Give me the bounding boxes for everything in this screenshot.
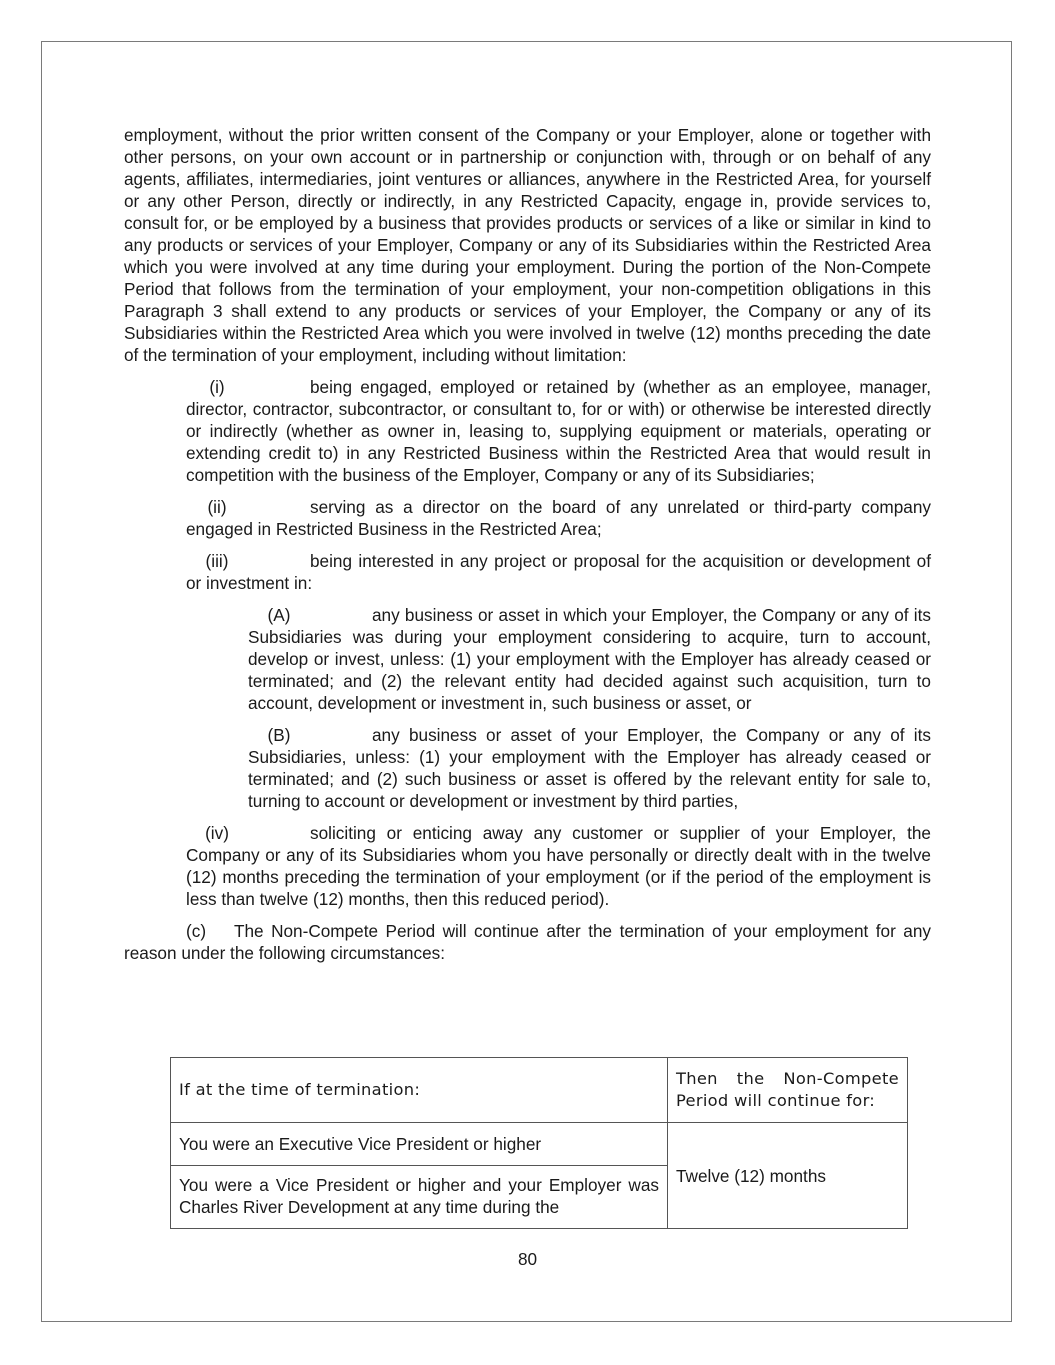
- table-merged-right: Twelve (12) months: [668, 1123, 908, 1229]
- clause-ii-text: serving as a director on the board of any unrelated or third-party company engaged in Restricted Business in the Restricted Area;: [186, 497, 931, 539]
- table-header-left: If at the time of termination:: [171, 1058, 668, 1123]
- clause-iv-text: soliciting or enticing away any customer or supplier of your Employer, the Company or any of its Subsidiaries whom you have personally or directly dealt with in the twelve (12) months preceding the termination of your employment (or if the period of the employment is less than twelve (12) months, then this reduced period).: [186, 823, 931, 909]
- table-header-right: Then the Non-Compete Period will continue for:: [668, 1058, 908, 1123]
- page-number: 80: [517, 1249, 538, 1269]
- clause-i-label: (i): [209, 377, 225, 397]
- subclause-a-text: any business or asset in which your Employer, the Company or any of its Subsidiaries was during your employment considering to acquire, turn to account, develop or invest, unless: (1) your employment with the Employer has already ceased or terminated; and (2) the relevant entity had decided against such acquisition, turn to account, development or investment in, such business or asset, or: [248, 605, 931, 713]
- clause-iv-label: (iv): [205, 823, 229, 843]
- subclause-b-text: any business or asset of your Employer, the Company or any of its Subsidiaries, unless: (1) your employment with the Employer has already ceased or terminated; and (2) such business or asset is offered by the relevant entity for sale to, turning to account or development or investment by third parties,: [248, 725, 931, 811]
- clause-iii-text: being interested in any project or proposal for the acquisition or development of or investment in:: [186, 551, 931, 593]
- clause-ii-label: (ii): [207, 497, 227, 517]
- clause-iii-label: (iii): [205, 551, 229, 571]
- document-body: [124, 124, 931, 964]
- clause-iv: [186, 822, 931, 910]
- subclause-b-label: (B): [267, 725, 291, 745]
- termination-table: [170, 1057, 908, 1229]
- subclause-a: [248, 604, 931, 714]
- clause-i-text: being engaged, employed or retained by (whether as an employee, manager, director, contractor, subcontractor, or consultant to, for or with) or otherwise be interested directly or indirectly (whether as owner in, leasing to, supplying equipment or materials, operating or extending credit to) in any Restricted Business within the Restricted Area that would result in competition with the business of the Employer, Company or any of its Subsidiaries;: [186, 377, 931, 485]
- subclause-b: [248, 724, 931, 812]
- table-row: [171, 1123, 908, 1166]
- clause-ii: [186, 496, 931, 540]
- table-row-2-left: You were a Vice President or higher and your Employer was Charles River Development at any time during the: [179, 1175, 659, 1217]
- clause-iii: [186, 550, 931, 594]
- table-header-row: [171, 1058, 908, 1123]
- table-row-1-left: You were an Executive Vice President or higher: [171, 1123, 668, 1166]
- paragraph-c-text: The Non-Compete Period will continue after the termination of your employment for any reason under the following circumstances:: [124, 921, 931, 963]
- intro-paragraph: employment, without the prior written consent of the Company or your Employer, alone or together with other persons, on your own account or in partnership or conjunction with, through or on behalf of any agents, affiliates, intermediaries, joint ventures or alliances, anywhere in the Restricted Area, for yourself or any other Person, directly or indirectly, in any Restricted Capacity, engage in, provide services to, consult for, or be employed by a business that provides products or services of a like or similar in kind to any products or services of your Employer, Company or any of its Subsidiaries within the Restricted Area which you were involved at any time during your employment. During the portion of the Non-Compete Period that follows from the termination of your employment, your non-competition obligations in this Paragraph 3 shall extend to any products or services of your Employer, the Company or any of its Subsidiaries within the Restricted Area which you were involved in twelve (12) months preceding the date of the termination of your employment, including without limitation:: [124, 125, 931, 365]
- clause-i: [186, 376, 931, 486]
- paragraph-c-label: (c): [186, 921, 207, 941]
- paragraph-c: [124, 920, 931, 964]
- subclause-a-label: (A): [267, 605, 291, 625]
